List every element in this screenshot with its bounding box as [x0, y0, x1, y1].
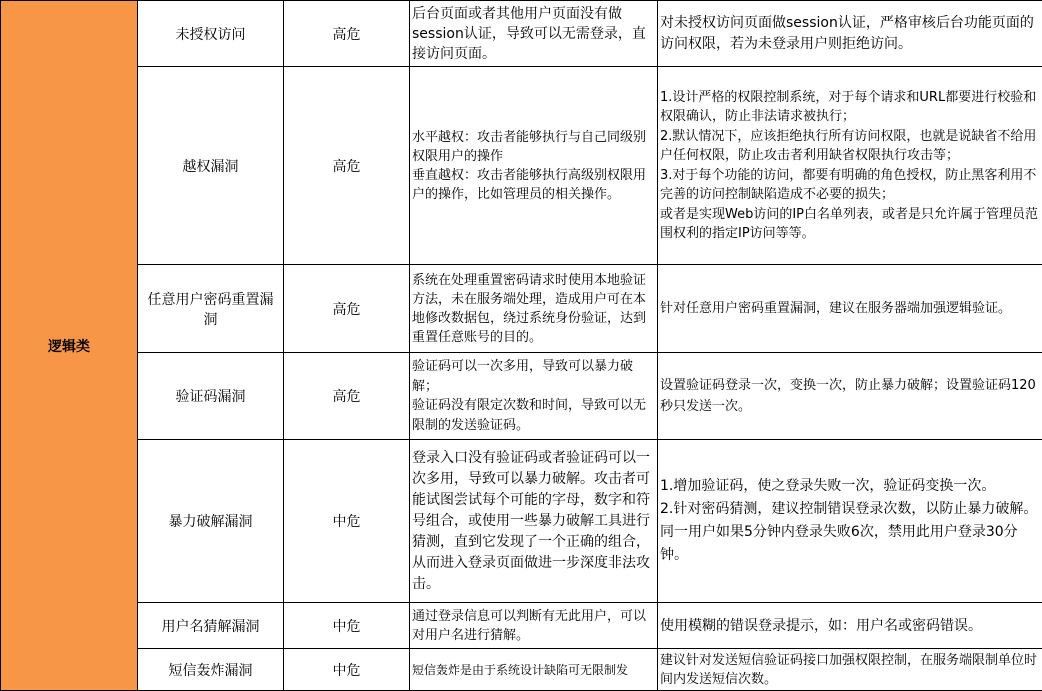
vuln-description: 登录入口没有验证码或者验证码可以一次多用，导致可以暴力破解。攻击者可能试图尝试每个可能的字母，数字和符号组合，或使用一些暴力破解工具进行猜测，直到它发现了一个正确的组合，从而进入登录页面做进一步深度非法攻击。 — [410, 440, 658, 603]
vuln-description: 水平越权：攻击者能够执行与自己同级别权限用户的操作 垂直越权：攻击者能够执行高级别权限用户的操作，比如管理员的相关操作。 — [410, 67, 658, 265]
vuln-description: 通过登录信息可以判断有无此用户，可以对用户名进行猜解。 — [410, 603, 658, 649]
category-cell — [1, 1, 138, 691]
vuln-solution: 1.设计严格的权限控制系统，对于每个请求和URL都要进行校验和权限确认，防止非法请求被执行； 2.默认情况下，应该拒绝执行所有访问权限，也就是说缺省不给用户任何权限，防止攻击者利用缺省权限执行攻击等； 3.对于每个功能的访问，都要有明确的角色授权，防止黑客利用不完善的访问控制缺陷造成不必要的损失； 或者是实现Web访问的IP白名单列表，或者是只允许属于管理员范围权利的指定IP访问等等。 — [658, 67, 1042, 265]
vuln-description: 短信轰炸是由于系统设计缺陷可无限制发 — [410, 649, 658, 691]
vuln-description: 验证码可以一次多用，导致可以暴力破解； 验证码没有限定次数和时间，导致可以无限制的发送验证码。 — [410, 353, 658, 440]
vuln-name: 验证码漏洞 — [138, 353, 284, 440]
vuln-description: 系统在处理重置密码请求时使用本地验证方法，未在服务端处理，造成用户可在本地修改数据包，绕过系统身份验证，达到重置任意账号的目的。 — [410, 265, 658, 353]
risk-level: 中危 — [284, 649, 410, 691]
table-row — [1, 649, 1042, 691]
vuln-solution: 对未授权访问页面做session认证，严格审核后台功能页面的访问权限，若为未登录用户则拒绝访问。 — [658, 1, 1042, 67]
table-row — [1, 67, 1042, 265]
table-row — [1, 265, 1042, 353]
risk-level: 高危 — [284, 1, 410, 67]
risk-level: 高危 — [284, 67, 410, 265]
vuln-name: 暴力破解漏洞 — [138, 440, 284, 603]
vuln-solution: 建议针对发送短信验证码接口加强权限控制，在服务端限制单位时间内发送短信次数。 — [658, 649, 1042, 691]
risk-level: 高危 — [284, 353, 410, 440]
table-row — [1, 440, 1042, 603]
vuln-name: 未授权访问 — [138, 1, 284, 67]
table-row — [1, 603, 1042, 649]
vuln-solution: 使用模糊的错误登录提示，如：用户名或密码错误。 — [658, 603, 1042, 649]
table-row — [1, 1, 1042, 67]
vuln-description: 后台页面或者其他用户页面没有做session认证，导致可以无需登录，直接访问页面。 — [410, 1, 658, 67]
vuln-name: 用户名猜解漏洞 — [138, 603, 284, 649]
risk-level: 中危 — [284, 440, 410, 603]
risk-level: 高危 — [284, 265, 410, 353]
vuln-solution: 设置验证码登录一次，变换一次，防止暴力破解；设置验证码120秒只发送一次。 — [658, 353, 1042, 440]
vuln-name: 短信轰炸漏洞 — [138, 649, 284, 691]
vuln-name: 越权漏洞 — [138, 67, 284, 265]
vuln-solution: 1.增加验证码，使之登录失败一次，验证码变换一次。 2.针对密码猜测，建议控制错误登录次数，以防止暴力破解。同一用户如果5分钟内登录失败6次，禁用此用户登录30分钟。 — [658, 440, 1042, 603]
category-label: 逻辑类 — [48, 339, 90, 355]
vuln-solution: 针对任意用户密码重置漏洞，建议在服务器端加强逻辑验证。 — [658, 265, 1042, 353]
risk-level: 中危 — [284, 603, 410, 649]
vuln-name: 任意用户密码重置漏洞 — [138, 265, 284, 353]
table-row — [1, 353, 1042, 440]
